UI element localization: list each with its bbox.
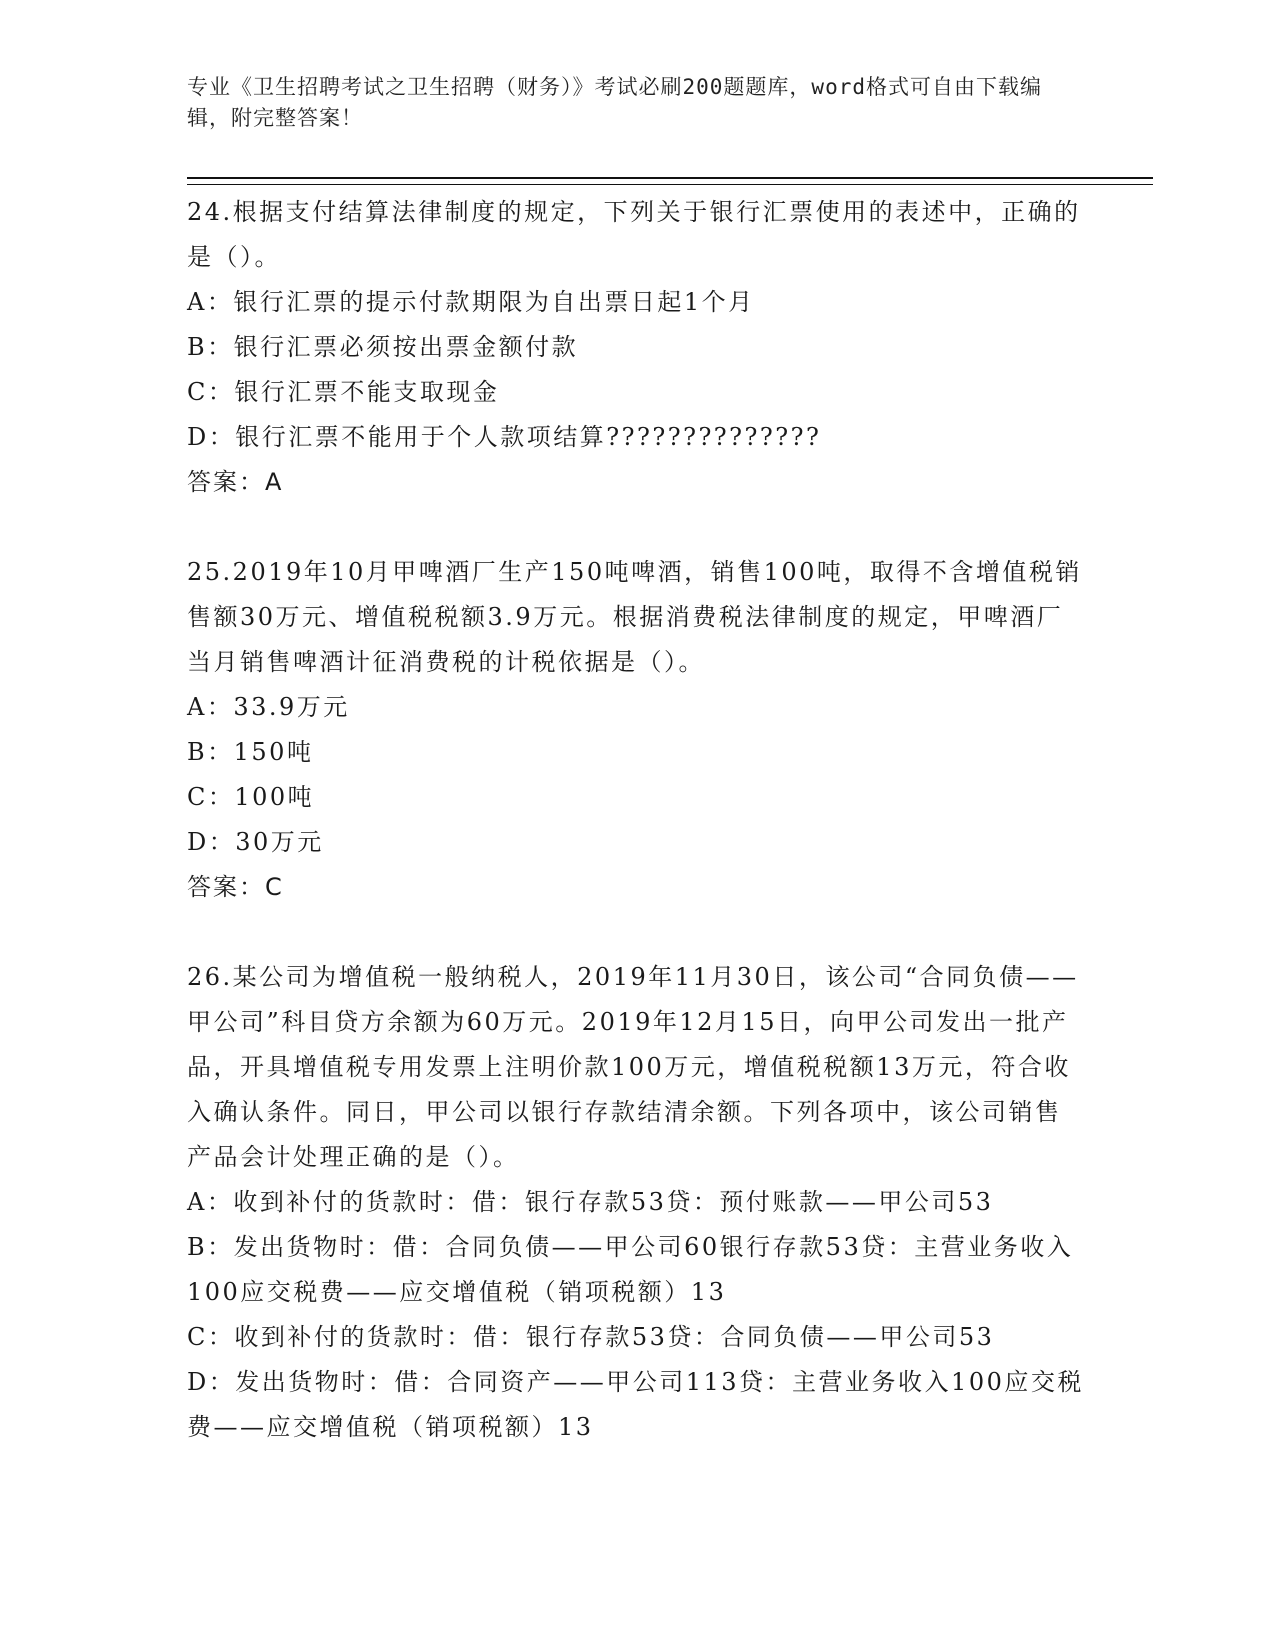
option-c: C：银行汇票不能支取现金 bbox=[187, 378, 500, 406]
option-d: D：30万元 bbox=[187, 828, 324, 856]
answer-line: 答案：A bbox=[187, 468, 284, 496]
header-rule-thick bbox=[187, 177, 1153, 179]
header-rule-thin bbox=[187, 184, 1153, 185]
question-26 bbox=[187, 955, 1087, 1450]
option-b: B：发出货物时：借：合同负债——甲公司60银行存款53贷：主营业务收入100应交税费——应交增值税（销项税额）13 bbox=[187, 1233, 1074, 1306]
option-a: A：银行汇票的提示付款期限为自出票日起1个月 bbox=[187, 288, 755, 316]
page-header bbox=[187, 72, 1077, 134]
option-b: B：银行汇票必须按出票金额付款 bbox=[187, 333, 579, 361]
question-stem: 25.2019年10月甲啤酒厂生产150吨啤酒，销售100吨，取得不含增值税销售额30万元、增值税税额3.9万元。根据消费税法律制度的规定，甲啤酒厂当月销售啤酒计征消费税的计税依据是（）。 bbox=[187, 558, 1082, 676]
question-list bbox=[187, 190, 1087, 1495]
answer-line: 答案：C bbox=[187, 873, 284, 901]
option-c: C：收到补付的货款时：借：银行存款53贷：合同负债——甲公司53 bbox=[187, 1323, 995, 1351]
question-25 bbox=[187, 550, 1087, 910]
question-stem: 24.根据支付结算法律制度的规定，下列关于银行汇票使用的表述中，正确的是（）。 bbox=[187, 198, 1081, 271]
question-stem: 26.某公司为增值税一般纳税人，2019年11月30日，该公司“合同负债——甲公司”科目贷方余额为60万元。2019年12月15日，向甲公司发出一批产品，开具增值税专用发票上注明价款100万元，增值税税额13万元，符合收入确认条件。同日，甲公司以银行存款结清余额。下列各项中，该公司销售产品会计处理正确的是（）。 bbox=[187, 963, 1079, 1171]
header-text: 专业《卫生招聘考试之卫生招聘（财务）》考试必刷200题题库，word格式可自由下载编辑，附完整答案！ bbox=[187, 75, 1042, 130]
option-b: B：150吨 bbox=[187, 738, 314, 766]
option-a: A：33.9万元 bbox=[187, 693, 350, 721]
question-24 bbox=[187, 190, 1087, 505]
option-c: C：100吨 bbox=[187, 783, 315, 811]
option-d: D：发出货物时：借：合同资产——甲公司113贷：主营业务收入100应交税费——应交增值税（销项税额）13 bbox=[187, 1368, 1084, 1441]
option-d: D：银行汇票不能用于个人款项结算?????????????? bbox=[187, 423, 822, 451]
option-a: A：收到补付的货款时：借：银行存款53贷：预付账款——甲公司53 bbox=[187, 1188, 994, 1216]
